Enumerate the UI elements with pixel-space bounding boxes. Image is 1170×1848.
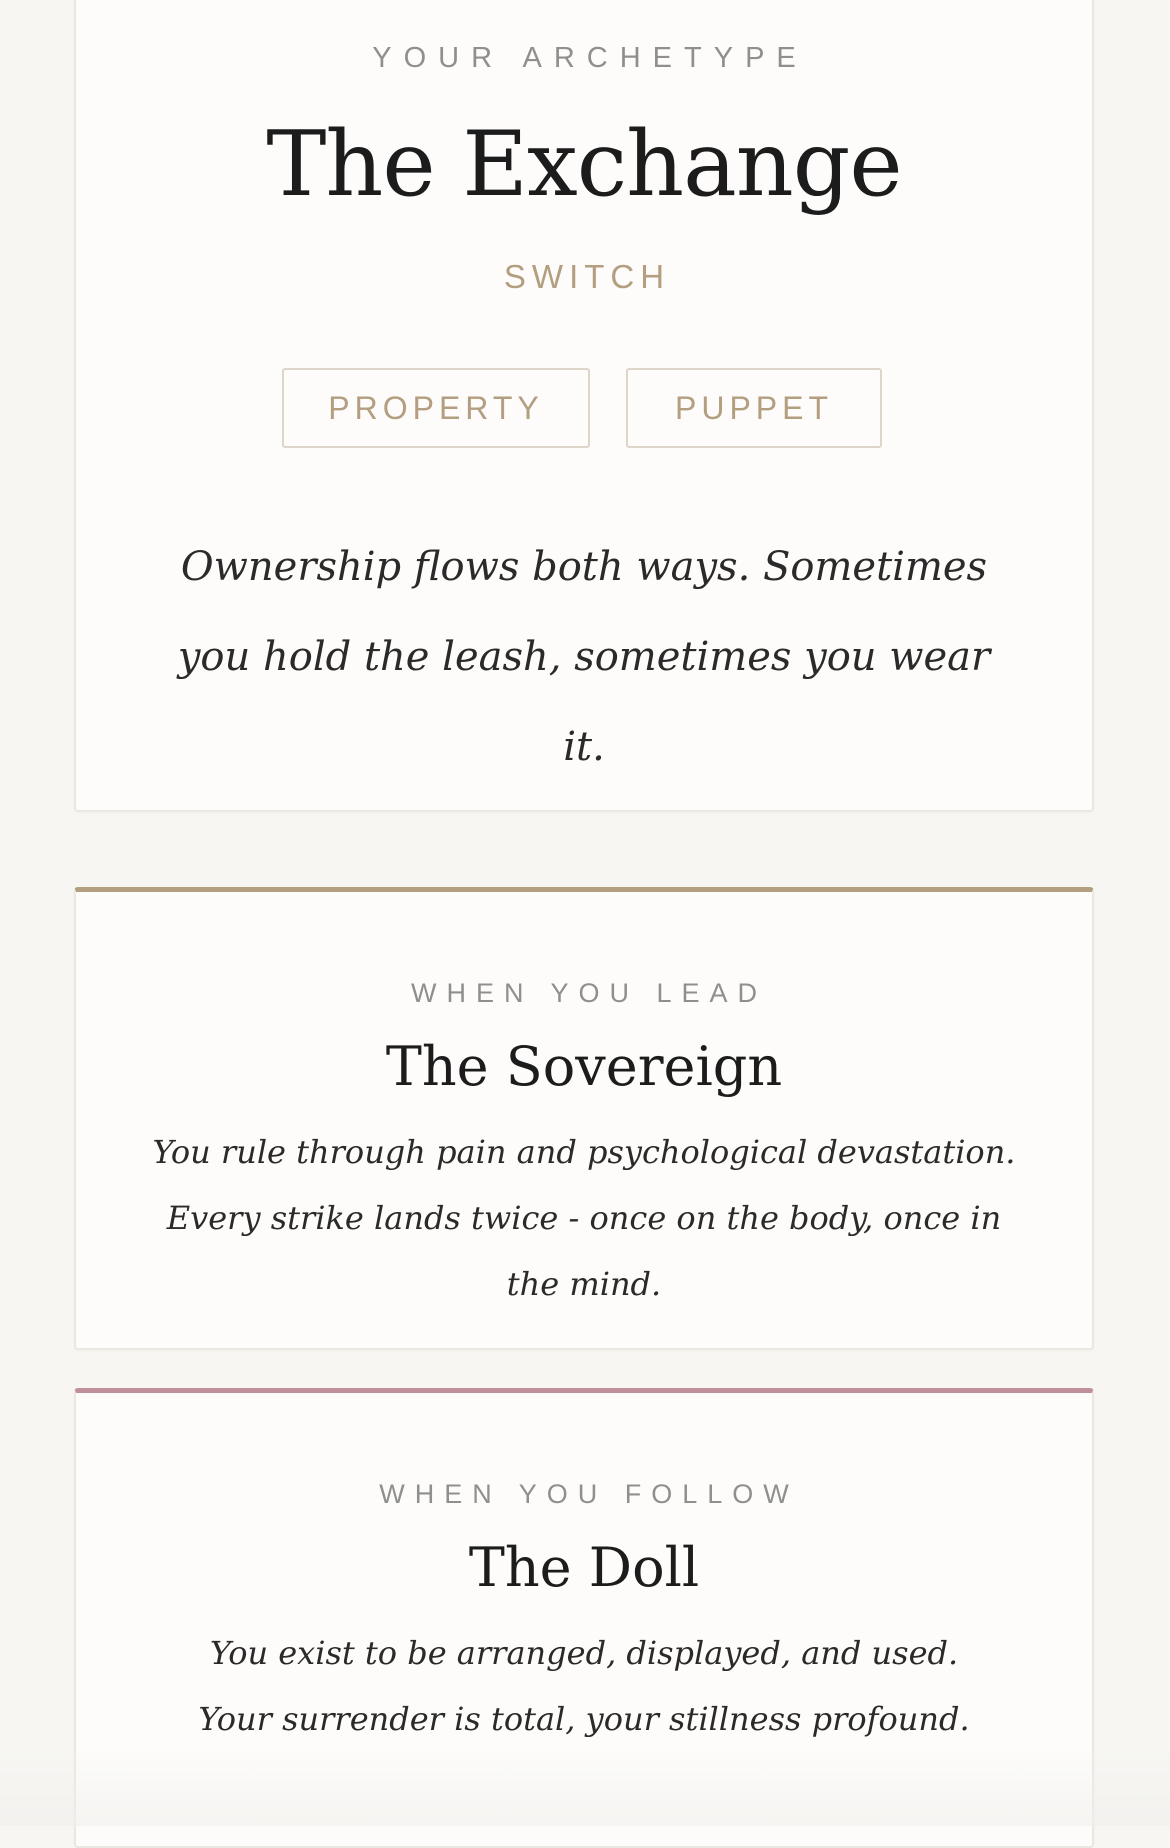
tag-puppet[interactable]: PUPPET — [626, 368, 882, 448]
follow-description: You exist to be arranged, displayed, and used. Your surrender is total, your stillness profound. — [198, 1634, 970, 1738]
lead-card — [74, 887, 1094, 1350]
lead-title: The Sovereign — [385, 1035, 783, 1098]
archetype-role: SWITCH — [503, 258, 671, 295]
lead-eyebrow: WHEN YOU LEAD — [410, 978, 768, 1008]
lead-description: You rule through pain and psychological devastation. Every strike lands twice - once on the body, once in the mind. — [152, 1133, 1016, 1303]
archetype-tags — [76, 368, 1092, 448]
archetype-eyebrow: YOUR ARCHETYPE — [372, 42, 808, 74]
follow-title: The Doll — [468, 1536, 700, 1599]
archetype-description: Ownership flows both ways. Sometimes you hold the leash, sometimes you wear it. — [177, 544, 991, 770]
tag-property[interactable]: PROPERTY — [282, 368, 590, 448]
follow-eyebrow: WHEN YOU FOLLOW — [379, 1479, 799, 1509]
archetype-title: The Exchange — [266, 112, 902, 217]
follow-card — [74, 1388, 1094, 1848]
archetype-card — [74, 0, 1094, 812]
